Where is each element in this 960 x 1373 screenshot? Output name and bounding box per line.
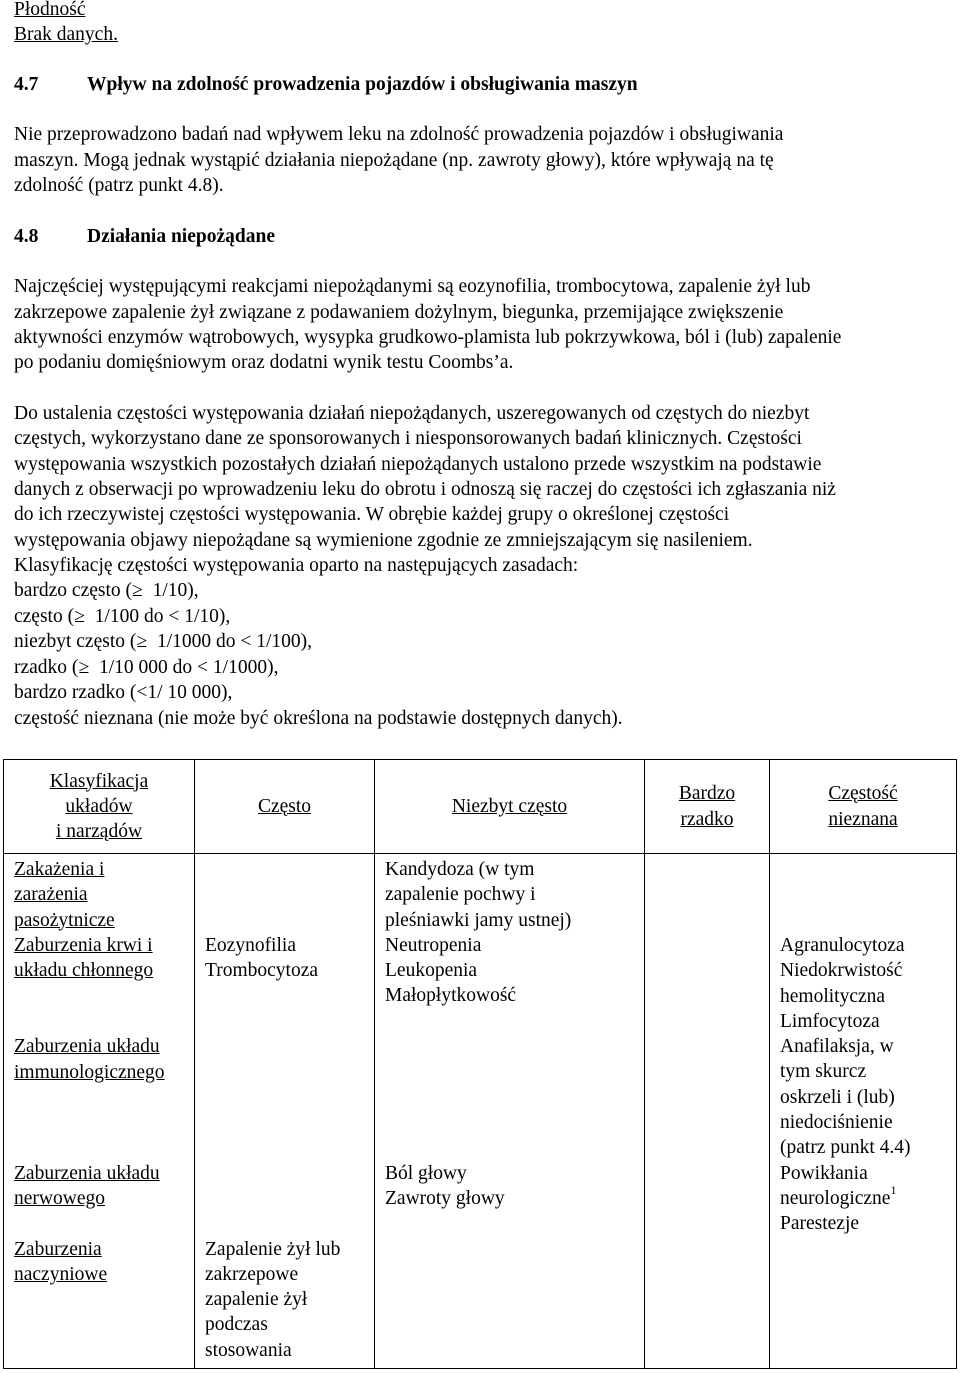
unknown-immune: Anafilaksja, w tym skurcz oskrzeli i (lub) niedociśnienie (patrz punkt 4.4) <box>780 1036 911 1159</box>
uncommon-infections: Kandydoza (w tym zapalenie pochwy i pleśniawki jamy ustnej) <box>385 859 572 931</box>
header-very-rare: Bardzo rzadko <box>645 760 770 854</box>
unknown-nervous: Powikłania neurologiczne$^1$ Parestezje <box>780 1162 897 1235</box>
freq-uncommon: niezbyt często (≥ 1/1000 do < 1/100), <box>14 629 312 655</box>
soc-nervous: Zaburzenia układu nerwowego <box>14 1163 160 1210</box>
paragraph-line: aktywności enzymów wątrobowych, wysypka grudkowo-plamista lub pokrzywkowa, ból i (lub) zapalenie <box>14 327 842 348</box>
freq-unknown: częstość nieznana (nie może być określona na podstawie dostępnych danych). <box>14 708 623 729</box>
soc-immune: Zaburzenia układu immunologicznego <box>14 1036 165 1083</box>
header-uncommon: Niezbyt często <box>375 760 645 854</box>
footnote-marker: 1 <box>890 1183 897 1198</box>
ge-symbol: ≥ <box>132 580 143 601</box>
uncommon-nervous: Ból głowy Zawroty głowy <box>385 1162 505 1210</box>
table-body-row <box>4 854 957 1369</box>
ge-symbol: ≥ <box>78 657 90 678</box>
paragraph-line: Nie przeprowadzono badań nad wpływem leku na zdolność prowadzenia pojazdów i obsługiwania <box>14 124 784 145</box>
section-4-8-heading <box>14 224 275 250</box>
freq-very-rare: bardzo rzadko (<1/ 10 000), <box>14 682 233 703</box>
fertility-title: Płodność <box>14 0 86 20</box>
section-title: Wpływ na zdolność prowadzenia pojazdów i obsługiwania maszyn <box>87 74 638 95</box>
common-cell <box>195 854 375 1369</box>
paragraph-line: występowania wszystkich pozostałych działań niepożądanych ustalono przede wszystkim na podstawie <box>14 454 822 475</box>
paragraph-line: zdolność (patrz punkt 4.8). <box>14 175 224 196</box>
header-soc: Klasyfikacja układów i narządów <box>4 760 195 854</box>
soc-cell <box>4 854 195 1369</box>
paragraph-line: Klasyfikację częstości występowania oparto na następujących zasadach: <box>14 555 579 576</box>
paragraph-line: Najczęściej występującymi reakcjami niepożądanymi są eozynofilia, trombocytowa, zapalenie żył lub <box>14 276 811 297</box>
paragraph-line: danych z obserwacji po wprowadzeniu leku do obrotu i odnoszą się raczej do częstości ich zgłaszania niż <box>14 479 836 500</box>
freq-common: często (≥ 1/100 do < 1/10), <box>14 604 230 630</box>
freq-very-common: bardzo często (≥ 1/10), <box>14 578 199 604</box>
soc-infections: Zakażenia i zarażenia pasożytnicze <box>14 859 115 931</box>
adverse-reactions-table <box>3 759 957 1369</box>
section-number: 4.8 <box>14 226 39 247</box>
paragraph-line: występowania objawy niepożądane są wymienione zgodnie ze zmniejszającym się nasileniem. <box>14 530 753 551</box>
soc-blood: Zaburzenia krwi i układu chłonnego <box>14 934 154 982</box>
paragraph-line: zakrzepowe zapalenie żył związane z podawaniem dożylnym, biegunka, przemijające zwiększenie <box>14 302 784 323</box>
paragraph-line: po podaniu domięśniowym oraz dodatni wynik testu Coombs’a. <box>14 352 514 373</box>
freq-rare: rzadko (≥ 1/10 000 do < 1/1000), <box>14 655 278 681</box>
very-rare-cell <box>645 854 770 1369</box>
ge-symbol: ≥ <box>136 631 148 652</box>
paragraph-line: Do ustalenia częstości występowania działań niepożądanych, uszeregowanych od częstych do niezbyt <box>14 403 810 424</box>
section-number: 4.7 <box>14 74 39 95</box>
table-header-row <box>4 760 957 854</box>
common-blood: Eozynofilia Trombocytoza <box>205 935 319 982</box>
common-vascular: Zapalenie żył lub zakrzepowe zapalenie żył podczas stosowania <box>205 1238 341 1361</box>
uncommon-cell <box>375 854 645 1369</box>
section-title: Działania niepożądane <box>87 226 275 247</box>
paragraph-line: maszyn. Mogą jednak wystąpić działania niepożądane (np. zawroty głowy), które wpływają na tę <box>14 150 774 171</box>
header-unknown: Częstość nieznana <box>770 760 957 854</box>
unknown-blood: Agranulocytoza Niedokrwistość hemolityczna Limfocytoza <box>780 935 905 1032</box>
fertility-text: Brak danych. <box>14 24 118 45</box>
soc-vascular: Zaburzenia naczyniowe <box>14 1238 108 1285</box>
header-common: Często <box>195 760 375 854</box>
ge-symbol: ≥ <box>74 606 85 627</box>
uncommon-blood: Neutropenia Leukopenia Małopłytkowość <box>385 934 517 1007</box>
unknown-cell <box>770 854 957 1369</box>
paragraph-line: częstych, wykorzystano dane ze sponsorowanych i niesponsorowanych badań klinicznych. Częstości <box>14 428 802 449</box>
paragraph-line: do ich rzeczywistej częstości występowania. W obrębie każdej grupy o określonej częstości <box>14 504 730 525</box>
section-4-7-heading <box>14 72 638 98</box>
